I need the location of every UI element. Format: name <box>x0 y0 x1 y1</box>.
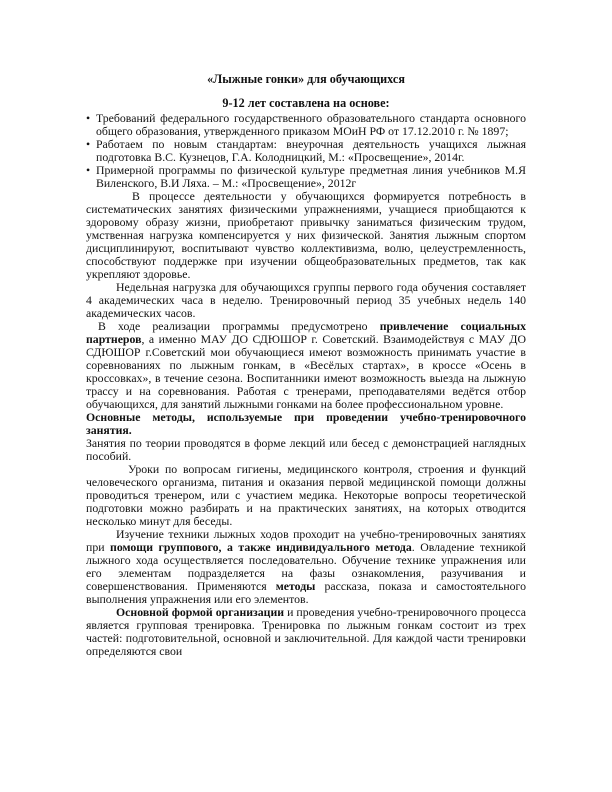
organization-text: и проведения учебно-тренировочного процесса является групповая тренировка. Тренировка по лыжным гонкам состоит из трех частей: подготовительной, основной и заключительной. Для каждой части тренировки определяются свои <box>86 605 526 658</box>
paragraph-load: Недельная нагрузка для обучающихся группы первого года обучения составляет 4 академических часа в неделю. Тренировочный период 35 учебных недель 140 академических часов. <box>86 280 526 320</box>
paragraph-theory: Занятия по теории проводятся в форме лекций или бесед с демонстрацией наглядных пособий. <box>86 436 526 463</box>
basis-list <box>86 112 526 190</box>
paragraph-partners <box>86 320 526 411</box>
basis-item-standard: • Требований федерального государственного образовательного стандарта основного общего образования, утвержденного приказом МОиН РФ от 17.12.2010 г. № 1897; <box>86 112 526 138</box>
heading-methods: Основные методы, используемые при проведении учебно-тренировочного занятия. <box>86 410 526 437</box>
technique-bold: помощи группового, а также индивидуального метода <box>110 540 412 554</box>
document-subtitle: 9-12 лет составлена на основе: <box>222 96 390 110</box>
technique-text-end: рассказа, показа и самостоятельного выполнения упражнения или его элементов. <box>86 579 527 606</box>
organization-bold: Основной формой организации <box>116 605 285 619</box>
partners-bold: привлечение социальных партнеров <box>86 319 526 346</box>
document-title: «Лыжные гонки» для обучающихся <box>207 72 405 86</box>
paragraph-technique <box>86 528 526 606</box>
partners-text-end: , а именно МАУ ДО СДЮШОР г. Советский. Взаимодействуя с МАУ ДО СДЮШОР г.Советский мои обучающиеся имеют возможность принимать участие в соревнованиях по лыжным гонкам, в «Весёлых стартах», в кроссе «Осень в кроссовках», в течение сезона. Воспитанники имеют возможность выезда на лыжную трассу и на соревнования. Работая с тренерами, преподавателями ведётся отбор обучающихся, для занятий лыжными гонками на более профессиональном уровне. <box>86 332 526 411</box>
document-body <box>86 73 526 658</box>
paragraph-organization <box>86 606 526 658</box>
basis-item-new-standards: • Работаем по новым стандартам: внеурочная деятельность учащихся лыжная подготовка В.С. Кузнецов, Г.А. Колодницкий, М.: «Просвещение», 2014г. <box>86 138 526 164</box>
technique-text-start: Изучение техники лыжных ходов проходит на учебно-тренировочных занятиях при <box>86 527 526 554</box>
basis-item-program: • Примерной программы по физической культуре предметная линия учебников М.Я Виленского, В.И Ляха. – М.: «Просвещение», 2012г <box>86 164 526 190</box>
technique-text-mid: . Овладение техникой лыжного хода осуществляется последовательно. Обучение технике упражнения или его элементам подразделяется на фазы ознакомления, разучивания и совершенствования. Применяются <box>86 540 526 593</box>
technique-bold-methods: методы <box>275 579 316 593</box>
partners-text-start: В ходе реализации программы предусмотрено <box>98 319 380 333</box>
paragraph-hygiene: Уроки по вопросам гигиены, медицинского контроля, строения и функций человеческого организма, питания и оказания первой медицинской помощи должны проводиться тренером, или с участием медика. Некоторые вопросы теоретической подготовки можно разбирать и на практических занятиях, на которых отводится несколько минут для беседы. <box>86 462 526 528</box>
paragraph-process: В процессе деятельности у обучающихся формируется потребность в систематических занятиях физическими упражнениями, учащиеся приобщаются к здоровому образу жизни, приобретают привычку заниматься физическим трудом, умственная нагрузка компенсируется у них физической. Занятия лыжным спортом дисциплинируют, воспитывают чувство коллективизма, волю, целеустремленность, способствуют поддержке при изучении общеобразовательных предметов, так как укрепляют здоровье. <box>86 189 526 281</box>
